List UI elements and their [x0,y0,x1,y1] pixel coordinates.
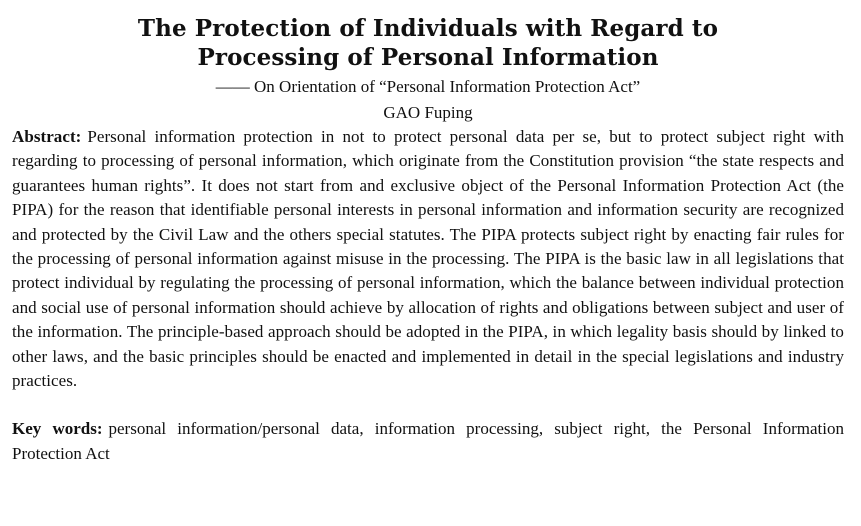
paper-title-line-1: The Protection of Individuals with Regard to [137,15,719,42]
paper-subtitle: —— On Orientation of “Personal Information Protection Act” [215,77,641,96]
paper-title-line-2: Processing of Personal Information [197,44,659,71]
abstract-label: Abstract: [12,127,82,146]
paper-page [12,14,844,466]
keywords-label: Key words: [12,419,103,439]
abstract-text: Personal information protection in not to protect personal data per se, but to protect subject right with regarding to processing of personal information, which originate from the Constitution provision “the state respects and guarantees human rights”. It does not start from and exclusive object of the Personal Information Protection Act (the PIPA) for the reason that identifiable personal interests in personal information and information security are recognized and protected by the Civil Law and the others special statutes. The PIPA protects subject right by enacting fair rules for the processing of personal information against misuse in the processing. The PIPA is the basic law in all legislations that protect individual by regulating the processing of personal information, which the balance between individual protection and social use of personal information should achieve by allocation of rights and obligations between subject and user of the information. The principle-based approach should be adopted in the PIPA, in which legality basis should by linked to other laws, and the basic principles should be enacted and implemented in detail in the special legislations and industry practices. [12,127,844,391]
author-name: GAO Fuping [383,103,473,122]
keywords-section [12,417,844,466]
abstract-section [12,125,844,393]
keywords-text: personal information/personal data, information processing, subject right, the Personal Information Protection Act [12,419,845,463]
paper-title [12,14,844,72]
